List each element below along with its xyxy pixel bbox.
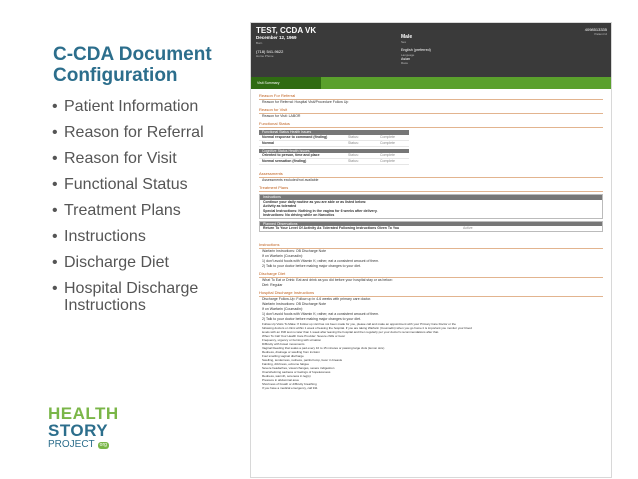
row-status-value: Complete <box>380 134 395 139</box>
patient-header <box>251 23 611 77</box>
logo-line-story: STORY <box>48 421 109 440</box>
section-heading-referral: Reason For Referral <box>259 93 603 100</box>
planned-observations-header: Planned Observations <box>260 222 602 227</box>
logo-org-badge: org <box>99 441 107 448</box>
phone-caption: Home Phone <box>256 54 274 58</box>
section-heading-diet: Discharge Diet <box>259 271 603 278</box>
section-heading-instructions: Instructions <box>259 242 603 249</box>
followup-line: following doctors or clinic within 1 week of leaving the hospital. If you are taking Warfarin (Coumadin) when you go home it is important you monitor your blood <box>262 326 472 330</box>
gender-block <box>401 34 412 44</box>
sign-line: Severe headaches, visual changes, severe indigestion <box>262 366 335 370</box>
hospital-line: If on Warfarin (Coumadin): <box>262 307 304 311</box>
patient-id-block <box>585 27 607 36</box>
observation-text: Return To Your Level Of Activity As Tolerated Following Instructions Given To You <box>263 226 400 230</box>
logo-line-project <box>48 439 118 451</box>
row-item: Normal <box>262 140 275 145</box>
topic-item: • Reason for Visit <box>52 150 242 167</box>
patient-id: 4098513335 <box>584 27 607 32</box>
sign-line: Redness, drainage or swelling from incision <box>262 350 320 354</box>
gender-caption: Sex <box>401 40 407 44</box>
functional-table-header: Functional Status Health Issues <box>259 130 409 135</box>
topic-item: • Treatment Plans <box>52 202 242 219</box>
hospital-line: 2) Talk to your doctor before making major changes to your diet. <box>262 317 361 321</box>
visit-text: Reason for Visit: LABOR <box>262 114 301 118</box>
topic-item: • Instructions <box>52 228 242 245</box>
sign-line: When To Call Your Health Care Provider: Severe chills or fever <box>262 334 346 338</box>
instruction-line: If on Warfarin (Coumadin): <box>262 254 304 258</box>
sign-line: Swelling, tenderness, redness, painful lump, fever in breasts <box>262 358 343 362</box>
logo-line-health: HEALTH <box>48 404 119 423</box>
sign-line: Difficulty with bowel movements <box>262 342 305 346</box>
row-status-value: Complete <box>380 159 395 163</box>
visit-summary-bar <box>251 77 611 89</box>
row-status-value: Complete <box>380 153 395 157</box>
section-heading-treatment: Treatment Plans <box>259 185 603 192</box>
instruction-line: 1) don't avoid foods with Vitamin K; rather, eat a consistent amount of them. <box>262 259 380 263</box>
sign-line: Vaginal bleeding that soaks a pad every 10 to 15 minutes or passing large clots (lemon size) <box>262 346 385 350</box>
ccda-document-preview <box>250 22 612 478</box>
topic-item: • Hospital Discharge Instructions <box>52 280 242 314</box>
sign-line: Redness, warmth, soreness in leg(s) <box>262 374 311 378</box>
patient-dob: December 12, 1969 <box>256 35 297 40</box>
document-body <box>251 89 611 390</box>
treatment-instructions-box <box>259 194 603 219</box>
hospital-intro: Discharge Follow-Up: Follow up in 4-6 weeks with primary care doctor. <box>262 297 372 301</box>
followup-line: levels with an INR test no later than 1 week after leaving the hospital and then regularly per your doctor's recommendations after that. <box>262 330 440 334</box>
row-status-label: Status: <box>348 153 359 157</box>
patient-id-caption: Patient Id <box>594 32 607 36</box>
treatment-line: Activity as tolerated <box>263 204 297 208</box>
treatment-line: Special Instructions: Nothing in the vagina for 6 weeks after delivery. <box>263 208 378 213</box>
sign-line: If you have a medical emergency, call 911 <box>262 386 318 390</box>
topic-item: • Patient Information <box>52 98 242 115</box>
section-heading-assessments: Assessments <box>259 171 603 178</box>
topic-list <box>52 98 242 323</box>
dob-caption: Born <box>256 41 263 45</box>
sign-line: Foul smelling vaginal discharge <box>262 354 304 358</box>
sign-line: Shortness of breath or difficulty breathing <box>262 382 317 386</box>
planned-observations-box <box>259 221 603 233</box>
treatment-line: Continue your daily routine as you are able or as listed below: <box>263 199 367 204</box>
topic-item: • Discharge Diet <box>52 254 242 271</box>
patient-race: Asian <box>401 56 410 61</box>
patient-name: TEST, CCDA VK <box>256 26 317 35</box>
tab-visit-summary[interactable]: Visit Summary <box>251 77 321 89</box>
patient-language: English (preferred) <box>401 48 431 52</box>
diet-line: What To Eat or Drink: Eat and drink as you did before your hospital stay or as below: <box>262 278 393 282</box>
sign-line: Fainting, dizziness, extreme fatigue <box>262 362 310 366</box>
logo-project-text: PROJECT <box>48 439 95 450</box>
patient-gender: Male <box>401 34 413 40</box>
table-row <box>259 141 409 147</box>
treatment-line: Instructions: No driving while on Narcotics <box>263 213 335 217</box>
instruction-line: 2) Talk to your doctor before making major changes to your diet. <box>262 264 361 268</box>
topic-item: • Reason for Referral <box>52 124 242 141</box>
row-status-label: Status: <box>348 134 359 139</box>
row-item: Oriented to person, time and place <box>262 153 320 157</box>
topic-item: • Functional Status <box>52 176 242 193</box>
language-race-block <box>401 48 431 65</box>
row-status-value: Complete <box>380 140 395 145</box>
diet-line: Diet: Regular <box>262 283 283 287</box>
row-status-label: Status: <box>348 140 359 145</box>
table-row <box>260 226 602 231</box>
patient-phone: (718) 541-9622 <box>256 49 284 54</box>
section-heading-functional: Functional Status <box>259 121 603 128</box>
hospital-line: Warfarin Instructions: OB Discharge Note <box>262 302 327 306</box>
health-story-logo <box>48 405 118 451</box>
observation-status: Active <box>463 226 473 230</box>
referral-text: Reason for Referral: Hospital Visit/Procedure Follow Up <box>262 100 349 104</box>
row-status-label: Status: <box>348 159 359 163</box>
sign-line: Pressure in abdominal area <box>262 378 299 382</box>
hospital-line: 1) don't avoid foods with Vitamin K; rather, eat a consistent amount of them. <box>262 312 380 316</box>
sign-line: Overwhelming sadness or feelings of hopelessness <box>262 370 331 374</box>
treatment-instructions-header: Instructions <box>260 195 602 200</box>
section-heading-hospital-discharge: Hospital Discharge Instructions <box>259 290 603 297</box>
assessments-text: Assessments excluded/not available <box>262 178 319 182</box>
row-item: Normal response to command (finding) <box>262 134 328 139</box>
language-caption: Language <box>401 52 415 57</box>
sign-line: Frequency, urgency or burning with urination <box>262 338 322 342</box>
slide-title: C-CDA Document Configuration <box>53 44 212 86</box>
cognitive-table-header: Cognitive Status Health Issues <box>259 149 409 154</box>
followup-line: Follow-Up Visits To Make: If Follow up visit has not been made for you, please call and make an appointment with your Primary Care Doctor or the <box>262 322 456 326</box>
race-caption: Race <box>401 61 409 65</box>
section-heading-visit: Reason for Visit <box>259 107 603 114</box>
row-item: Normal sensation (finding) <box>262 159 307 163</box>
instruction-line: Warfarin Instructions: OB Discharge Note <box>262 249 327 253</box>
